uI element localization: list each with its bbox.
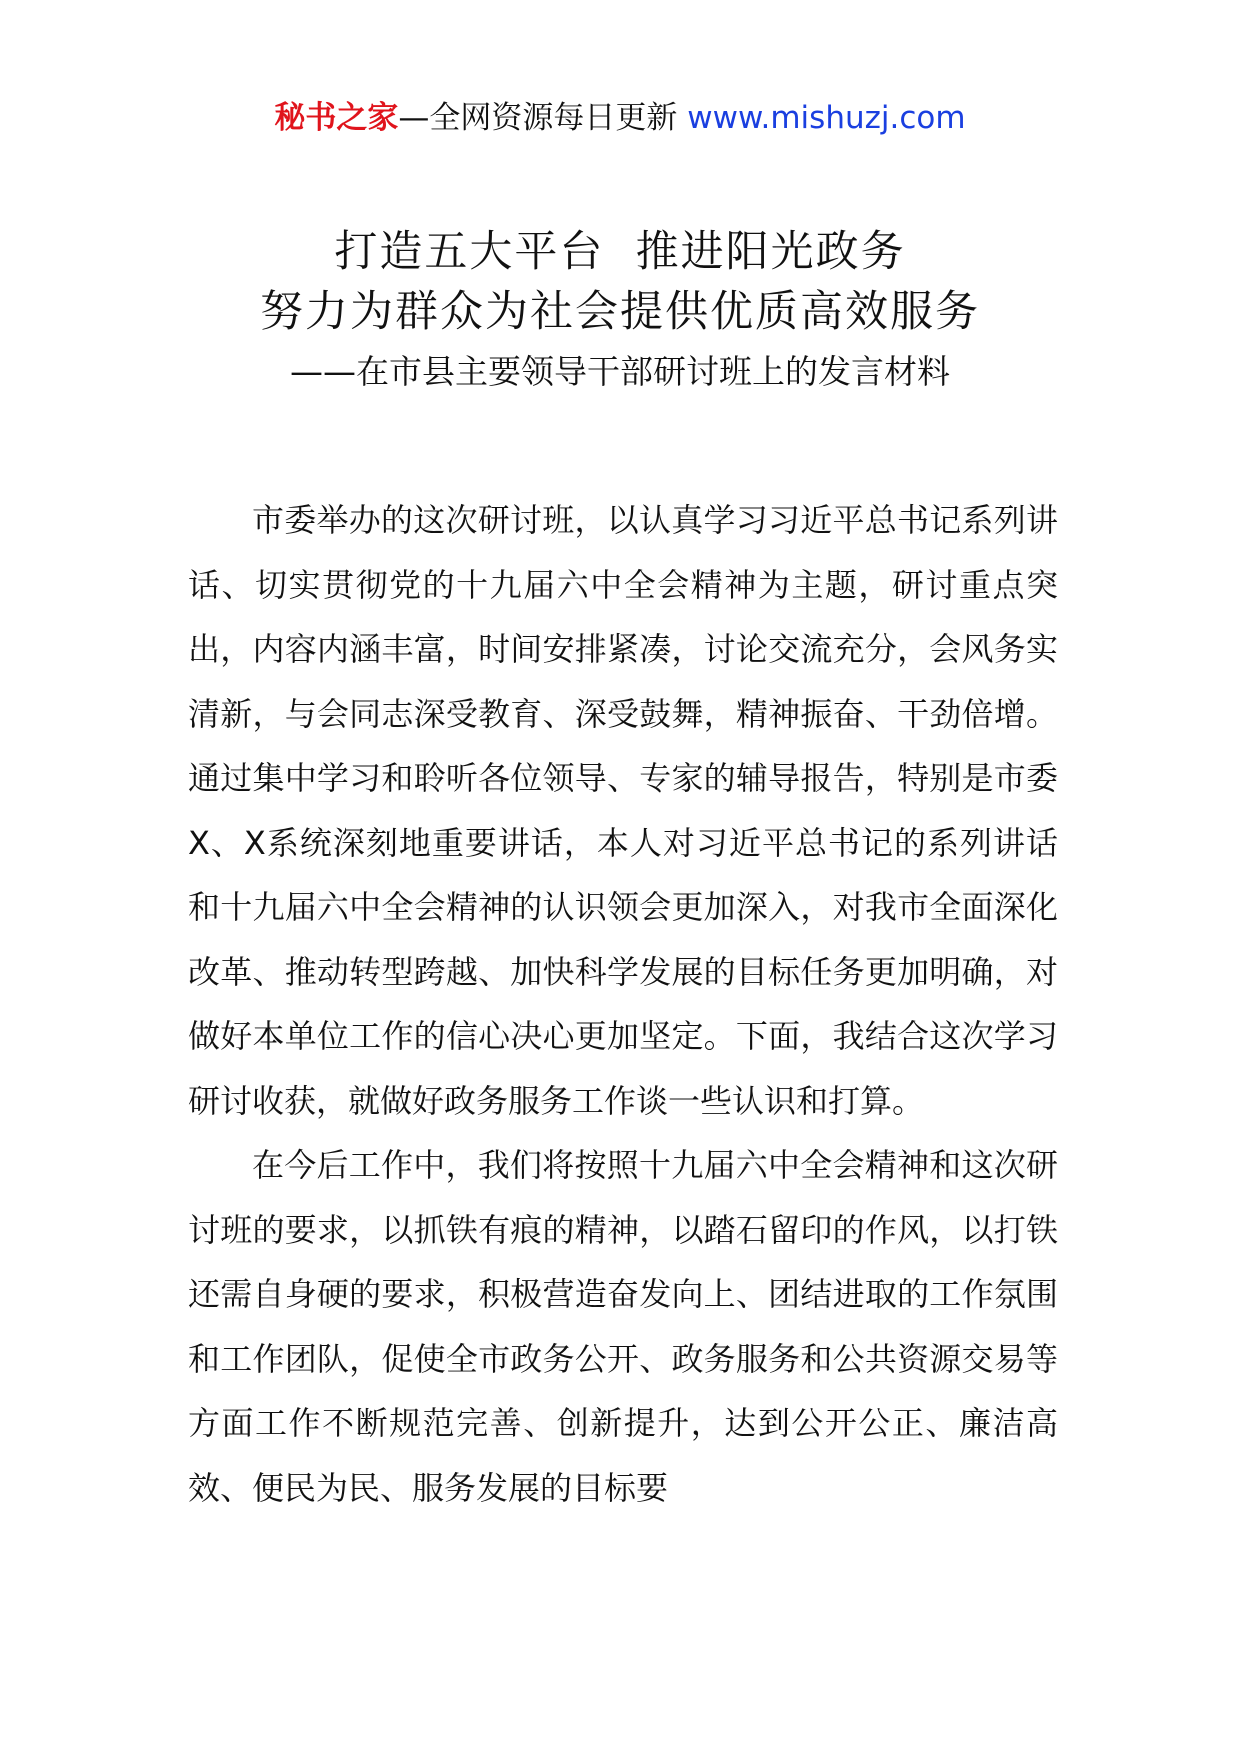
site-url-link[interactable]: www.mishuzj.com [687,100,966,136]
body-paragraph-2: 在今后工作中，我们将按照十九届六中全会精神和这次研讨班的要求，以抓铁有痕的精神，以踏石留印的作风，以打铁还需自身硬的要求，积极营造奋发向上、团结进取的工作氛围和工作团队，促使全市政务公开、政务服务和公共资源交易等方面工作不断规范完善、创新提升，达到公开公正、廉洁高效、便民为民、服务发展的目标要 [188,1146,1058,1507]
document-body [188,488,1058,1520]
document-subtitle: ——在市县主要领导干部研讨班上的发言材料 [290,352,950,391]
site-header [0,96,1240,140]
brand-name: 秘书之家 [274,100,399,136]
body-paragraph-1: 市委举办的这次研讨班，以认真学习习近平总书记系列讲话、切实贯彻党的十九届六中全会精神为主题，研讨重点突出，内容内涵丰富，时间安排紧凑，讨论交流充分，会风务实清新，与会同志深受教育、深受鼓舞，精神振奋、干劲倍增。通过集中学习和聆听各位领导、专家的辅导报告，特别是市委X、X系统深刻地重要讲话，本人对习近平总书记的系列讲话和十九届六中全会精神的认识领会更加深入，对我市全面深化改革、推动转型跨越、加快科学发展的目标任务更加明确，对做好本单位工作的信心决心更加坚定。下面，我结合这次学习研讨收获，就做好政务服务工作谈一些认识和打算。 [188,501,1058,1120]
document-title-block [0,222,1240,394]
document-title-line-1: 打造五大平台 推进阳光政务 [334,227,906,277]
header-tagline: —全网资源每日更新 [398,100,688,136]
document-title-line-2: 努力为群众为社会提供优质高效服务 [260,287,980,337]
